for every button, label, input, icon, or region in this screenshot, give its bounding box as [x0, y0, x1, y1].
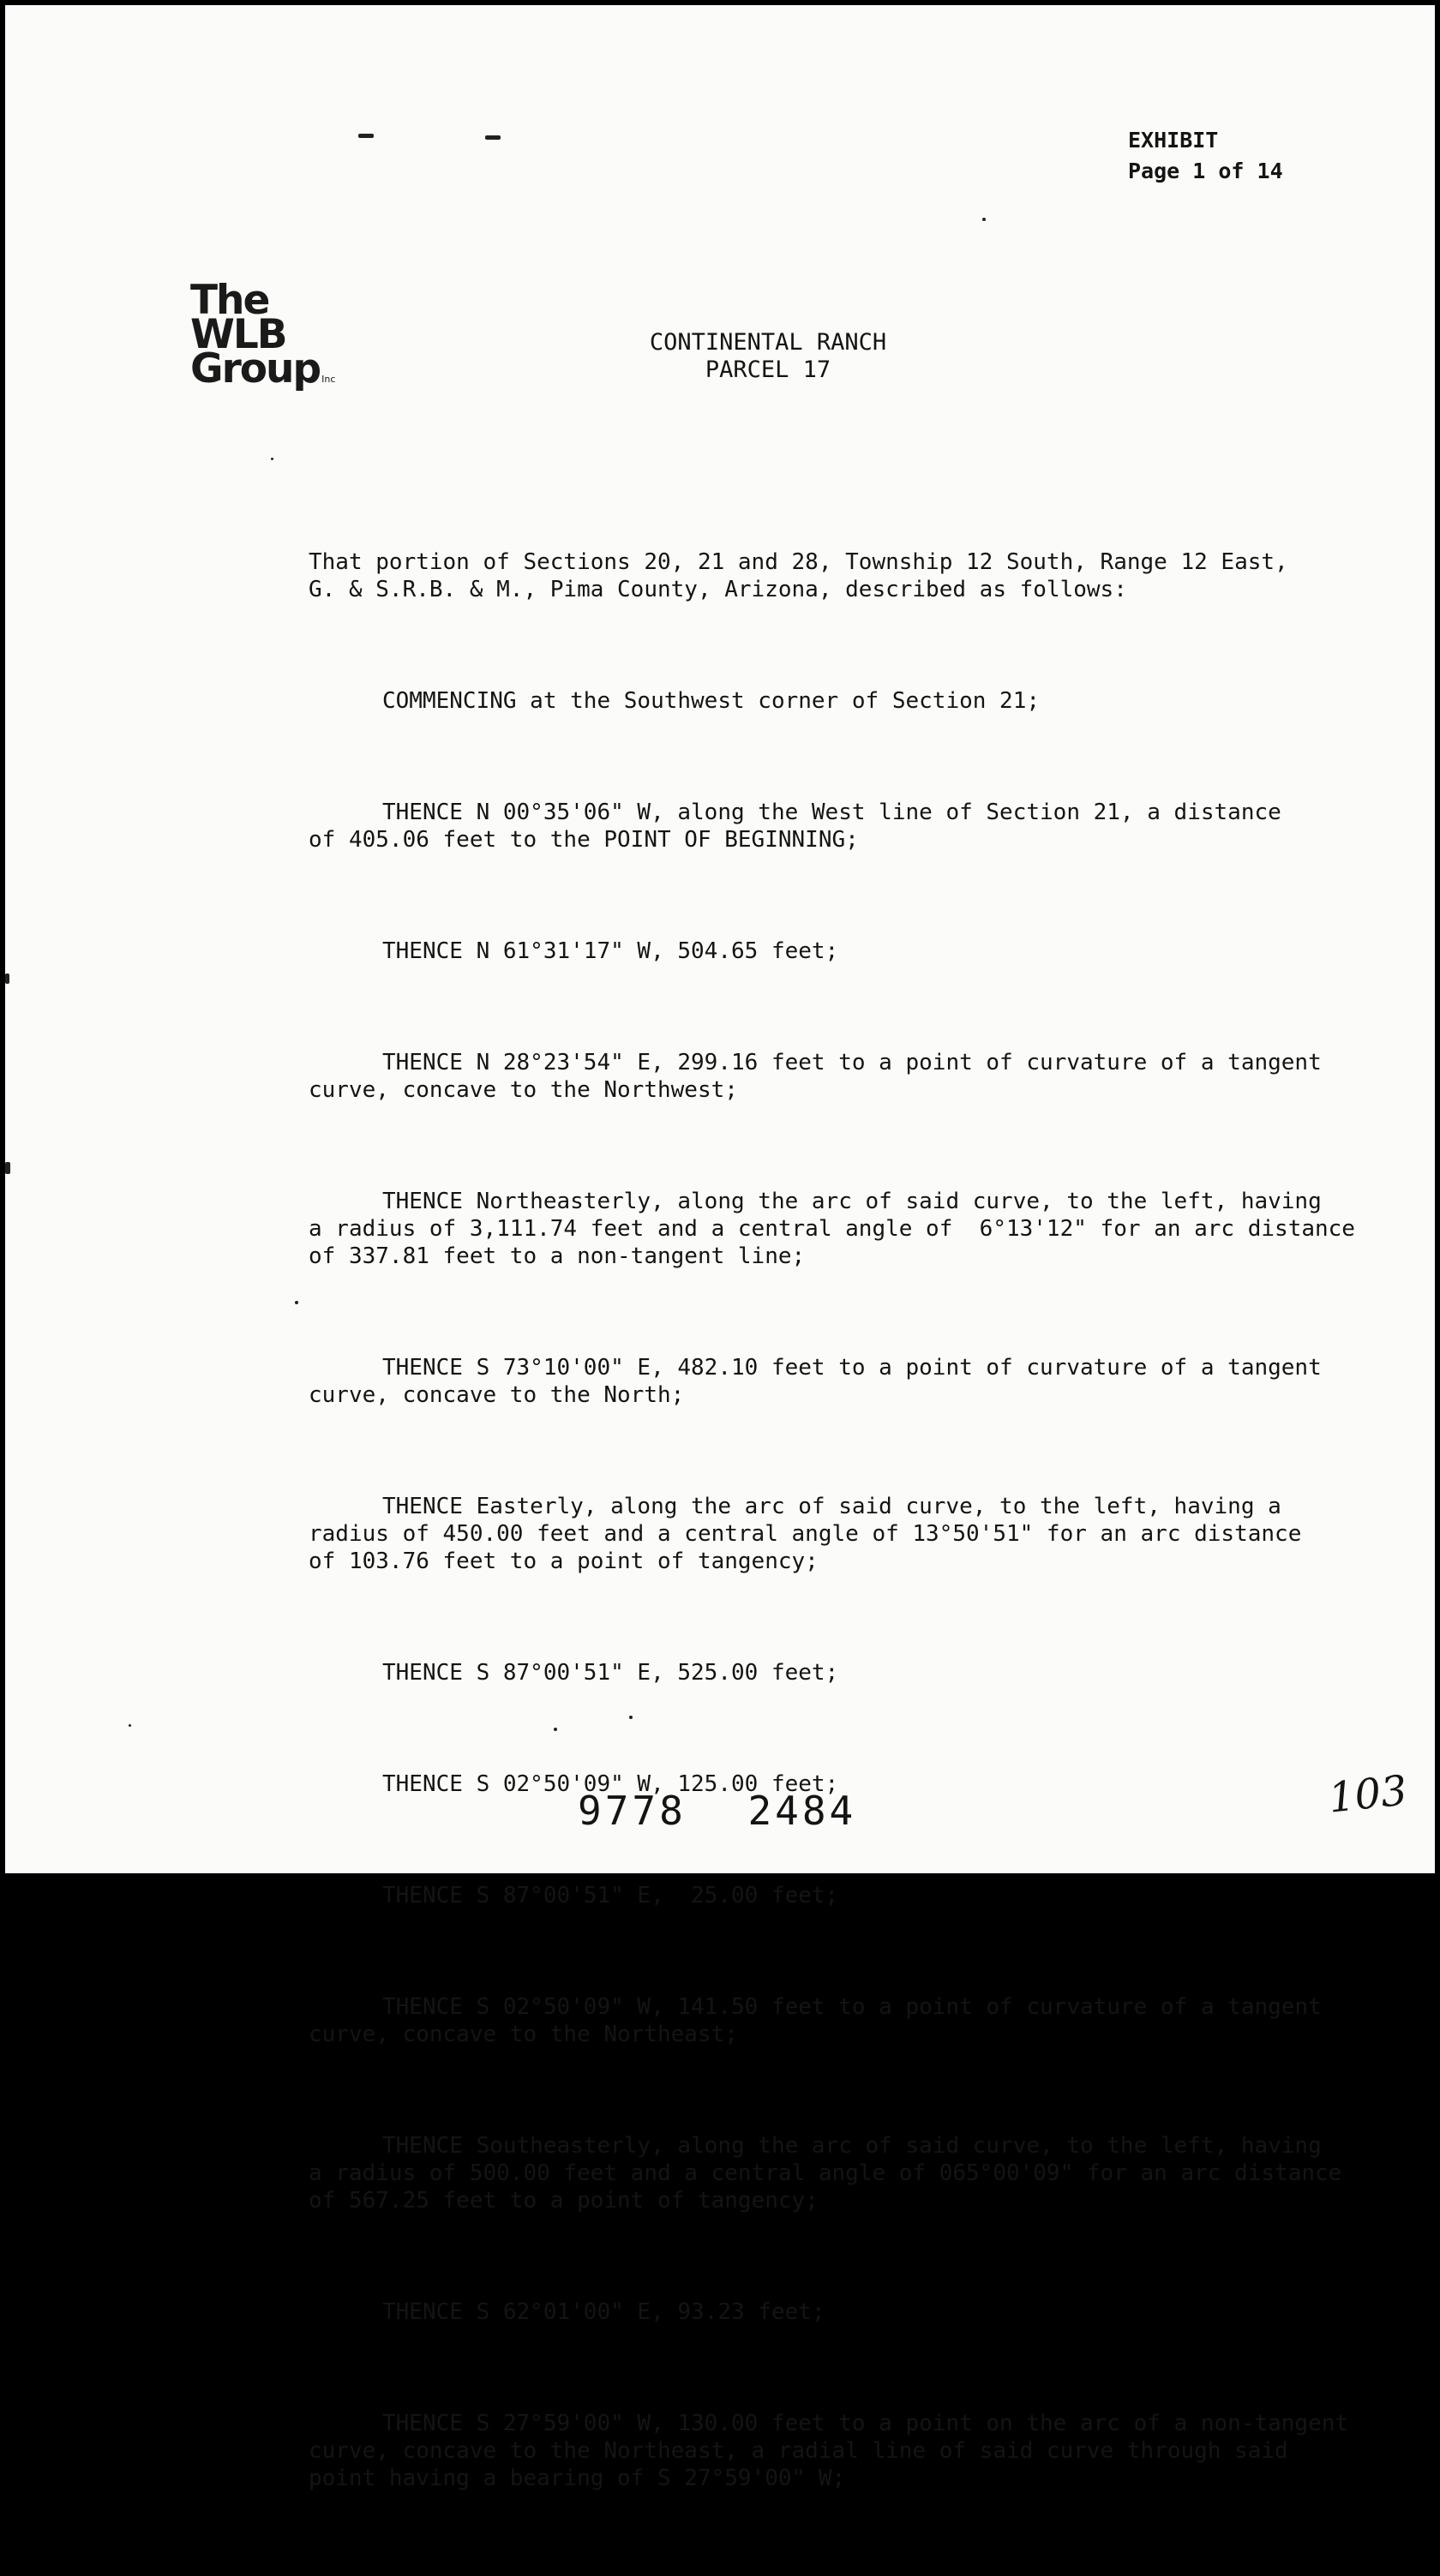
paragraph-line: curve, concave to the North; — [309, 1382, 685, 1408]
scan-speck — [554, 1728, 557, 1731]
legal-description — [309, 494, 1397, 2576]
paragraph-line: THENCE Northeasterly, along the arc of said curve, to the left, having — [382, 1189, 1322, 1214]
paragraph-line: a radius of 3,111.74 feet and a central angle of 6°13'12" for an arc distance — [309, 1216, 1355, 1242]
logo-line-1: The — [190, 277, 269, 324]
exhibit-header — [1128, 125, 1283, 187]
paragraph-line: THENCE S 02°50'09" W, 141.50 feet to a point of curvature of a tangent — [382, 1994, 1322, 2020]
page-indicator: Page 1 of 14 — [1128, 159, 1283, 183]
handwritten-page-number: 103 — [1326, 1766, 1410, 1823]
scan-speck — [5, 1162, 10, 1174]
paragraph-line: of 103.76 feet to a point of tangency; — [309, 1549, 819, 1574]
scan-speck — [358, 134, 374, 138]
logo-inc: Inc — [321, 374, 336, 385]
scan-speck — [982, 218, 986, 221]
scan-speck — [295, 1301, 298, 1304]
paragraph-course-13 — [309, 2410, 1397, 2492]
scan-speck — [129, 1724, 131, 1727]
paragraph-line: curve, concave to the Northeast; — [309, 2022, 738, 2047]
paragraph-line: point having a bearing of S 27°59'00" W; — [309, 2465, 846, 2491]
document-title — [571, 329, 965, 384]
exhibit-label: EXHIBIT — [1128, 128, 1219, 153]
paragraph-course-10 — [309, 1993, 1397, 2048]
paragraph-course-5 — [309, 1354, 1397, 1409]
company-logo — [190, 277, 336, 397]
paragraph-line: of 405.06 feet to the POINT OF BEGINNING; — [309, 827, 859, 853]
paragraph-line: a radius of 500.00 feet and a central angle of 065°00'09" for an arc distance — [309, 2160, 1342, 2186]
paragraph-course-3 — [309, 1049, 1397, 1104]
scan-speck — [271, 458, 273, 460]
paragraph-line: of 337.81 feet to a non-tangent line; — [309, 1243, 806, 1269]
paragraph-line: of 567.25 feet to a point of tangency; — [309, 2188, 819, 2214]
scan-speck — [485, 135, 501, 140]
paragraph-line: curve, concave to the Northwest; — [309, 1077, 738, 1103]
paragraph-line: THENCE S 73°10'00" E, 482.10 feet to a point of curvature of a tangent — [382, 1355, 1322, 1381]
paragraph-course-4 — [309, 1188, 1397, 1270]
title-line-2: PARCEL 17 — [705, 356, 831, 383]
paragraph-course-2: THENCE N 61°31'17" W, 504.65 feet; — [382, 938, 839, 964]
paragraph-line: THENCE N 00°35'06" W, along the West line of Section 21, a distance — [382, 800, 1281, 825]
recording-stamp: 9778 2484 — [578, 1788, 857, 1834]
paragraph-course-8: THENCE S 02°50'09" W, 125.00 feet; — [382, 1771, 839, 1797]
paragraph-course-7: THENCE S 87°00'51" E, 525.00 feet; — [382, 1660, 839, 1686]
paragraph-course-11 — [309, 2132, 1397, 2214]
scan-speck — [629, 1716, 633, 1719]
logo-line-2: WLB — [190, 311, 286, 358]
paragraph-course-12: THENCE S 62°01'00" E, 93.23 feet; — [382, 2299, 825, 2325]
paragraph-course-9: THENCE S 87°00'51" E, 25.00 feet; — [382, 1883, 839, 1908]
paragraph-line: THENCE S 27°59'00" W, 130.00 feet to a point on the arc of a non-tangent — [382, 2411, 1349, 2436]
paragraph-course-6 — [309, 1493, 1397, 1575]
paragraph-line: radius of 450.00 feet and a central angle of 13°50'51" for an arc distance — [309, 1521, 1302, 1547]
paragraph-line: curve, concave to the Northeast, a radial line of said curve through said — [309, 2438, 1288, 2464]
paragraph-line: THENCE Southeasterly, along the arc of said curve, to the left, having — [382, 2133, 1322, 2159]
logo-line-3: Group — [190, 345, 321, 392]
paragraph-course-1 — [309, 799, 1397, 854]
intro-paragraph: That portion of Sections 20, 21 and 28, Township 12 South, Range 12 East, G. & S.R.B. & M., Pima County, Arizona, described as follows: — [309, 549, 1288, 602]
paragraph-line: THENCE N 28°23'54" E, 299.16 feet to a point of curvature of a tangent — [382, 1050, 1322, 1075]
title-line-1: CONTINENTAL RANCH — [649, 329, 887, 356]
paragraph-line: THENCE Easterly, along the arc of said curve, to the left, having a — [382, 1494, 1281, 1519]
document-page — [5, 5, 1435, 2491]
scan-speck — [5, 973, 9, 984]
paragraph-commencing: COMMENCING at the Southwest corner of Section 21; — [382, 688, 1041, 714]
